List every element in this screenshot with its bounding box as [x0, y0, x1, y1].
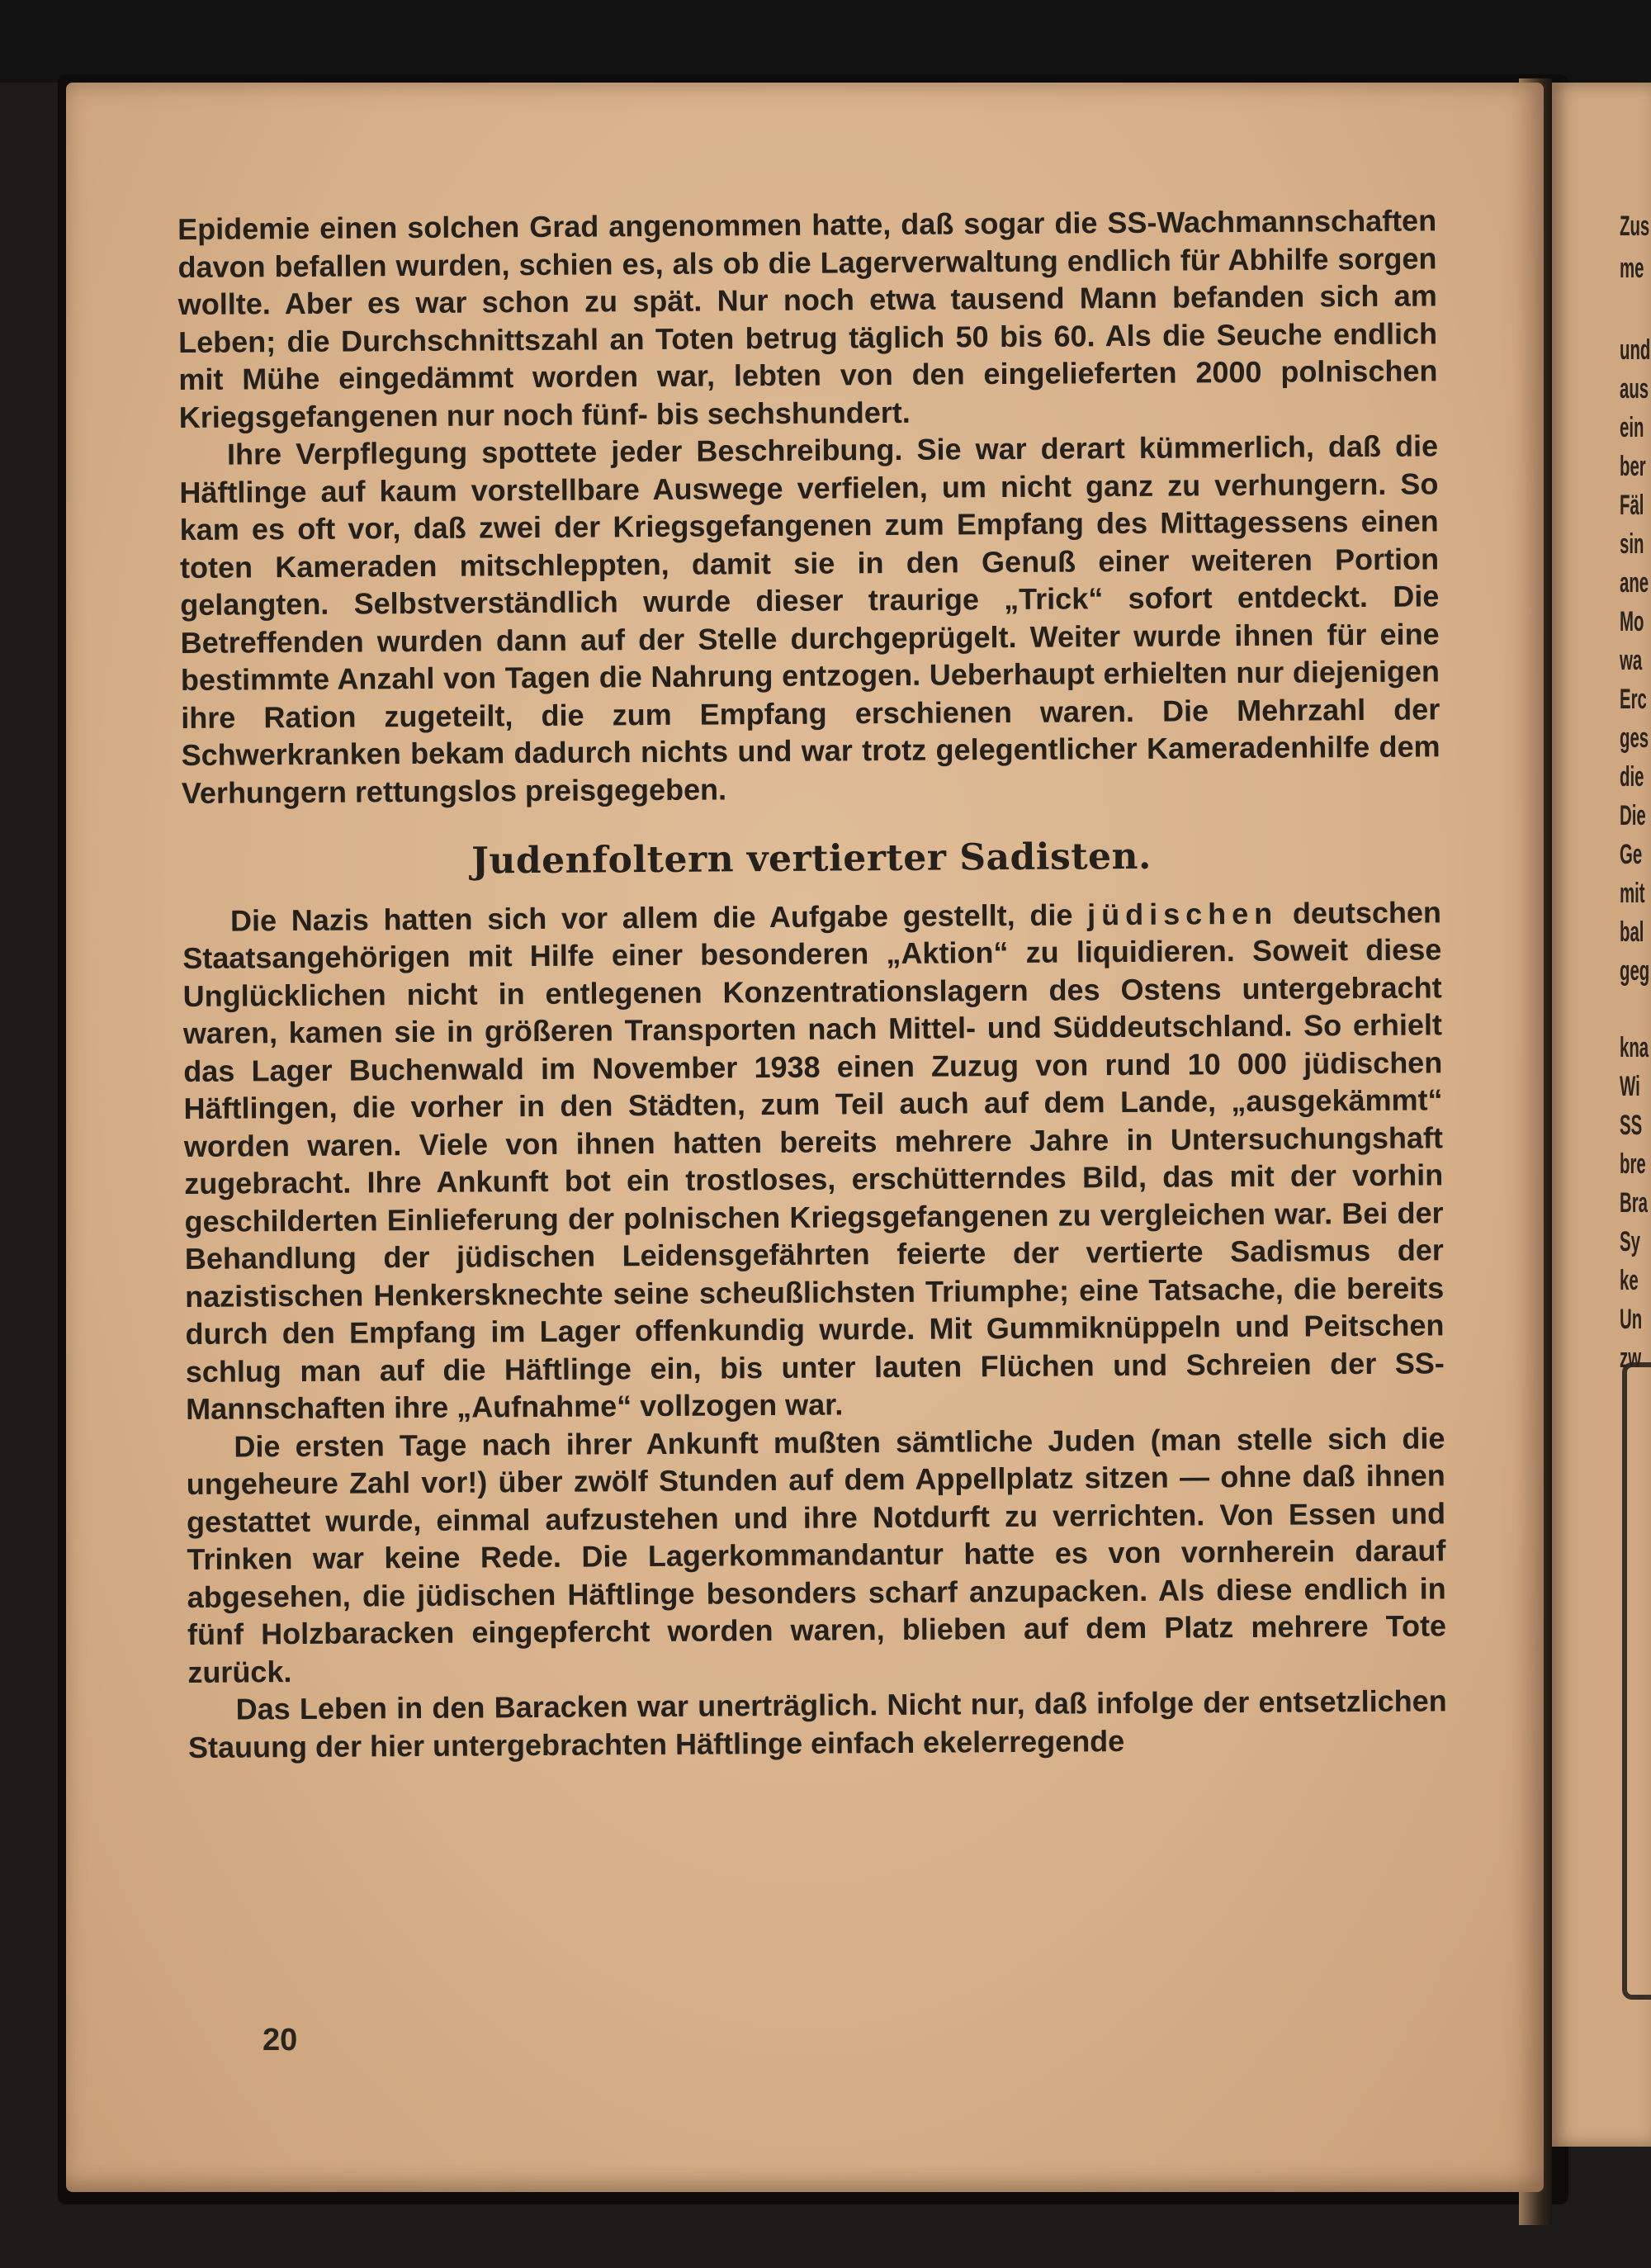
paragraph-jewish-prisoners-rest: deutschen Staatsangehörigen mit Hilfe einer besonderen „Aktion“ zu liquidieren. Soweit diese Unglücklichen nicht in entlegenen Konzentrationslagern des Ostens untergebracht waren, kamen sie in größeren Transporten nach Mittel- und Süddeutschland. So erhielt das Lager Buchenwald im November 1938 einen Zuzug von rund 10 000 jüdischen Häftlingen, die vorher in den Städten, zum Teil auch auf dem Lande, „ausgekämmt“ worden waren. Viele von ihnen hatten bereits mehrere Jahre in Untersuchungshaft zugebracht. Ihre Ankunft bot ein trostloses, erschütterndes Bild, das mit der vorhin geschilderten Einlieferung der polnischen Kriegsgefangenen zu vergleichen war. Bei der Behandlung der jüdischen Leidensgefährten feierte der vertierte Sadismus der nazistischen Henkersknechte seine scheußlichsten Triumphe; eine Tatsache, die bereits durch den Empfang im Lager offenkundig wurde. Mit Gummiknüppeln und Peitschen schlug man auf die Häftlinge ein, bis unter lauten Flüchen und Schreien der SS-Mannschaften ihre „Aufnahme“ vollzogen war.	[182, 894, 1445, 1426]
next-page-fragment: aus	[1620, 373, 1649, 405]
next-page-fragment: bre	[1620, 1148, 1646, 1180]
next-page-frame	[1622, 1362, 1651, 2000]
emphasis-spaced-word: jüdischen	[1087, 896, 1279, 931]
next-page-fragment: Zus	[1620, 211, 1650, 242]
next-page-fragment: kna	[1620, 1032, 1649, 1063]
next-page-fragment: ein	[1620, 412, 1644, 443]
next-page-fragment: me	[1620, 253, 1644, 284]
next-page-fragment: Wi	[1620, 1071, 1640, 1102]
next-page-fragment: ke	[1620, 1265, 1639, 1296]
next-page-fragment: Die	[1620, 800, 1646, 831]
next-page-fragment: die	[1620, 761, 1644, 793]
next-page-fragment: bal	[1620, 916, 1644, 948]
next-page-fragment: sin	[1620, 528, 1644, 560]
next-page-fragment: Mo	[1620, 606, 1644, 637]
page-number: 20	[263, 2023, 298, 2057]
page-body	[177, 201, 1447, 1766]
paragraph-jewish-prisoners-start: Die Nazis hatten sich vor allem die Aufgabe gestellt, die	[229, 897, 1073, 938]
next-page-fragment: ane	[1620, 567, 1649, 599]
background-top	[0, 0, 1651, 83]
section-heading: Judenfoltern vertierter Sadisten.	[471, 835, 1152, 883]
next-page-fragment: SS	[1620, 1110, 1643, 1141]
next-page-fragment: ges	[1620, 722, 1649, 754]
next-page-fragment: wa	[1620, 645, 1643, 676]
next-page-fragment: ber	[1620, 451, 1646, 482]
next-page-fragment: und	[1620, 334, 1651, 366]
paragraph-jewish-prisoners	[182, 893, 1445, 1428]
next-page-fragment: Sy	[1620, 1226, 1640, 1257]
paragraph-rations: Ihre Verpflegung spottete jeder Beschreibung. Sie war derart kümmerlich, daß die Häftlinge auf kaum vorstellbare Auswege verfielen, um nicht ganz zu verhungern. So kam es oft vor, daß zwei der Kriegsgefangenen zum Empfang des Mittagessens einen toten Kameraden mitschleppten, damit sie in den Genuß einer weiteren Portion gelangten. Selbstverständlich wurde dieser traurige „Trick“ sofort entdeckt. Die Betreffenden wurden dann auf der Stelle durchgeprügelt. Weiter wurde ihnen für eine bestimmte Anzahl von Tagen die Nahrung entzogen. Ueberhaupt erhielten nur diejenigen ihre Ration zugeteilt, die zum Empfang erschienen waren. Die Mehrzahl der Schwerkranken bekam dadurch nichts und war trotz gelegentlicher Kameradenhilfe dem Verhungern rettungslos preisgegeben.	[179, 429, 1440, 810]
paragraph-epidemic: Epidemie einen solchen Grad angenommen hatte, daß sogar die SS-Wachmannschaften davon befallen wurden, schien es, als ob die Lagerverwaltung endlich für Abhilfe sorgen wollte. Aber es war schon zu spät. Nur noch etwa tausend Mann befanden sich am Leben; die Durchschnittszahl an Toten betrug täglich 50 bis 60. Als die Seuche endlich mit Mühe eingedämmt worden war, lebten von den eingelieferten 2000 polnischen Kriegsgefangenen nur noch fünf- bis sechshundert.	[177, 203, 1438, 434]
next-page-fragment: Fäl	[1620, 490, 1644, 521]
next-page-fragment: Un	[1620, 1304, 1643, 1335]
next-page-fragment: Erc	[1620, 684, 1647, 715]
next-page-fragment: geg	[1620, 955, 1650, 987]
next-page-fragment: zw	[1620, 1342, 1642, 1374]
next-page-fragment: mit	[1620, 878, 1645, 909]
paragraph-first-days: Die ersten Tage nach ihrer Ankunft mußten sämtliche Juden (man stelle sich die ungeheure Zahl vor!) über zwölf Stunden auf dem Appellplatz sitzen — ohne daß ihnen gestattet wurde, einmal aufzustehen und ihre Notdurft zu verrichten. Von Essen und Trinken war keine Rede. Die Lagerkommandantur hatte es von vornherein darauf abgesehen, die jüdischen Häftlinge besonders scharf anzupacken. Als diese endlich in fünf Holzbaracken eingepfercht worden waren, blieben auf dem Platz mehrere Tote zurück.	[186, 1420, 1447, 1689]
next-page-fragment: Bra	[1620, 1187, 1649, 1219]
paragraph-barracks: Das Leben in den Baracken war unerträglich. Nicht nur, daß infolge der entsetzlichen Stauung der hier untergebrachten Häftlinge einfach ekelerregende	[187, 1683, 1447, 1764]
next-page-fragment: Ge	[1620, 839, 1643, 870]
